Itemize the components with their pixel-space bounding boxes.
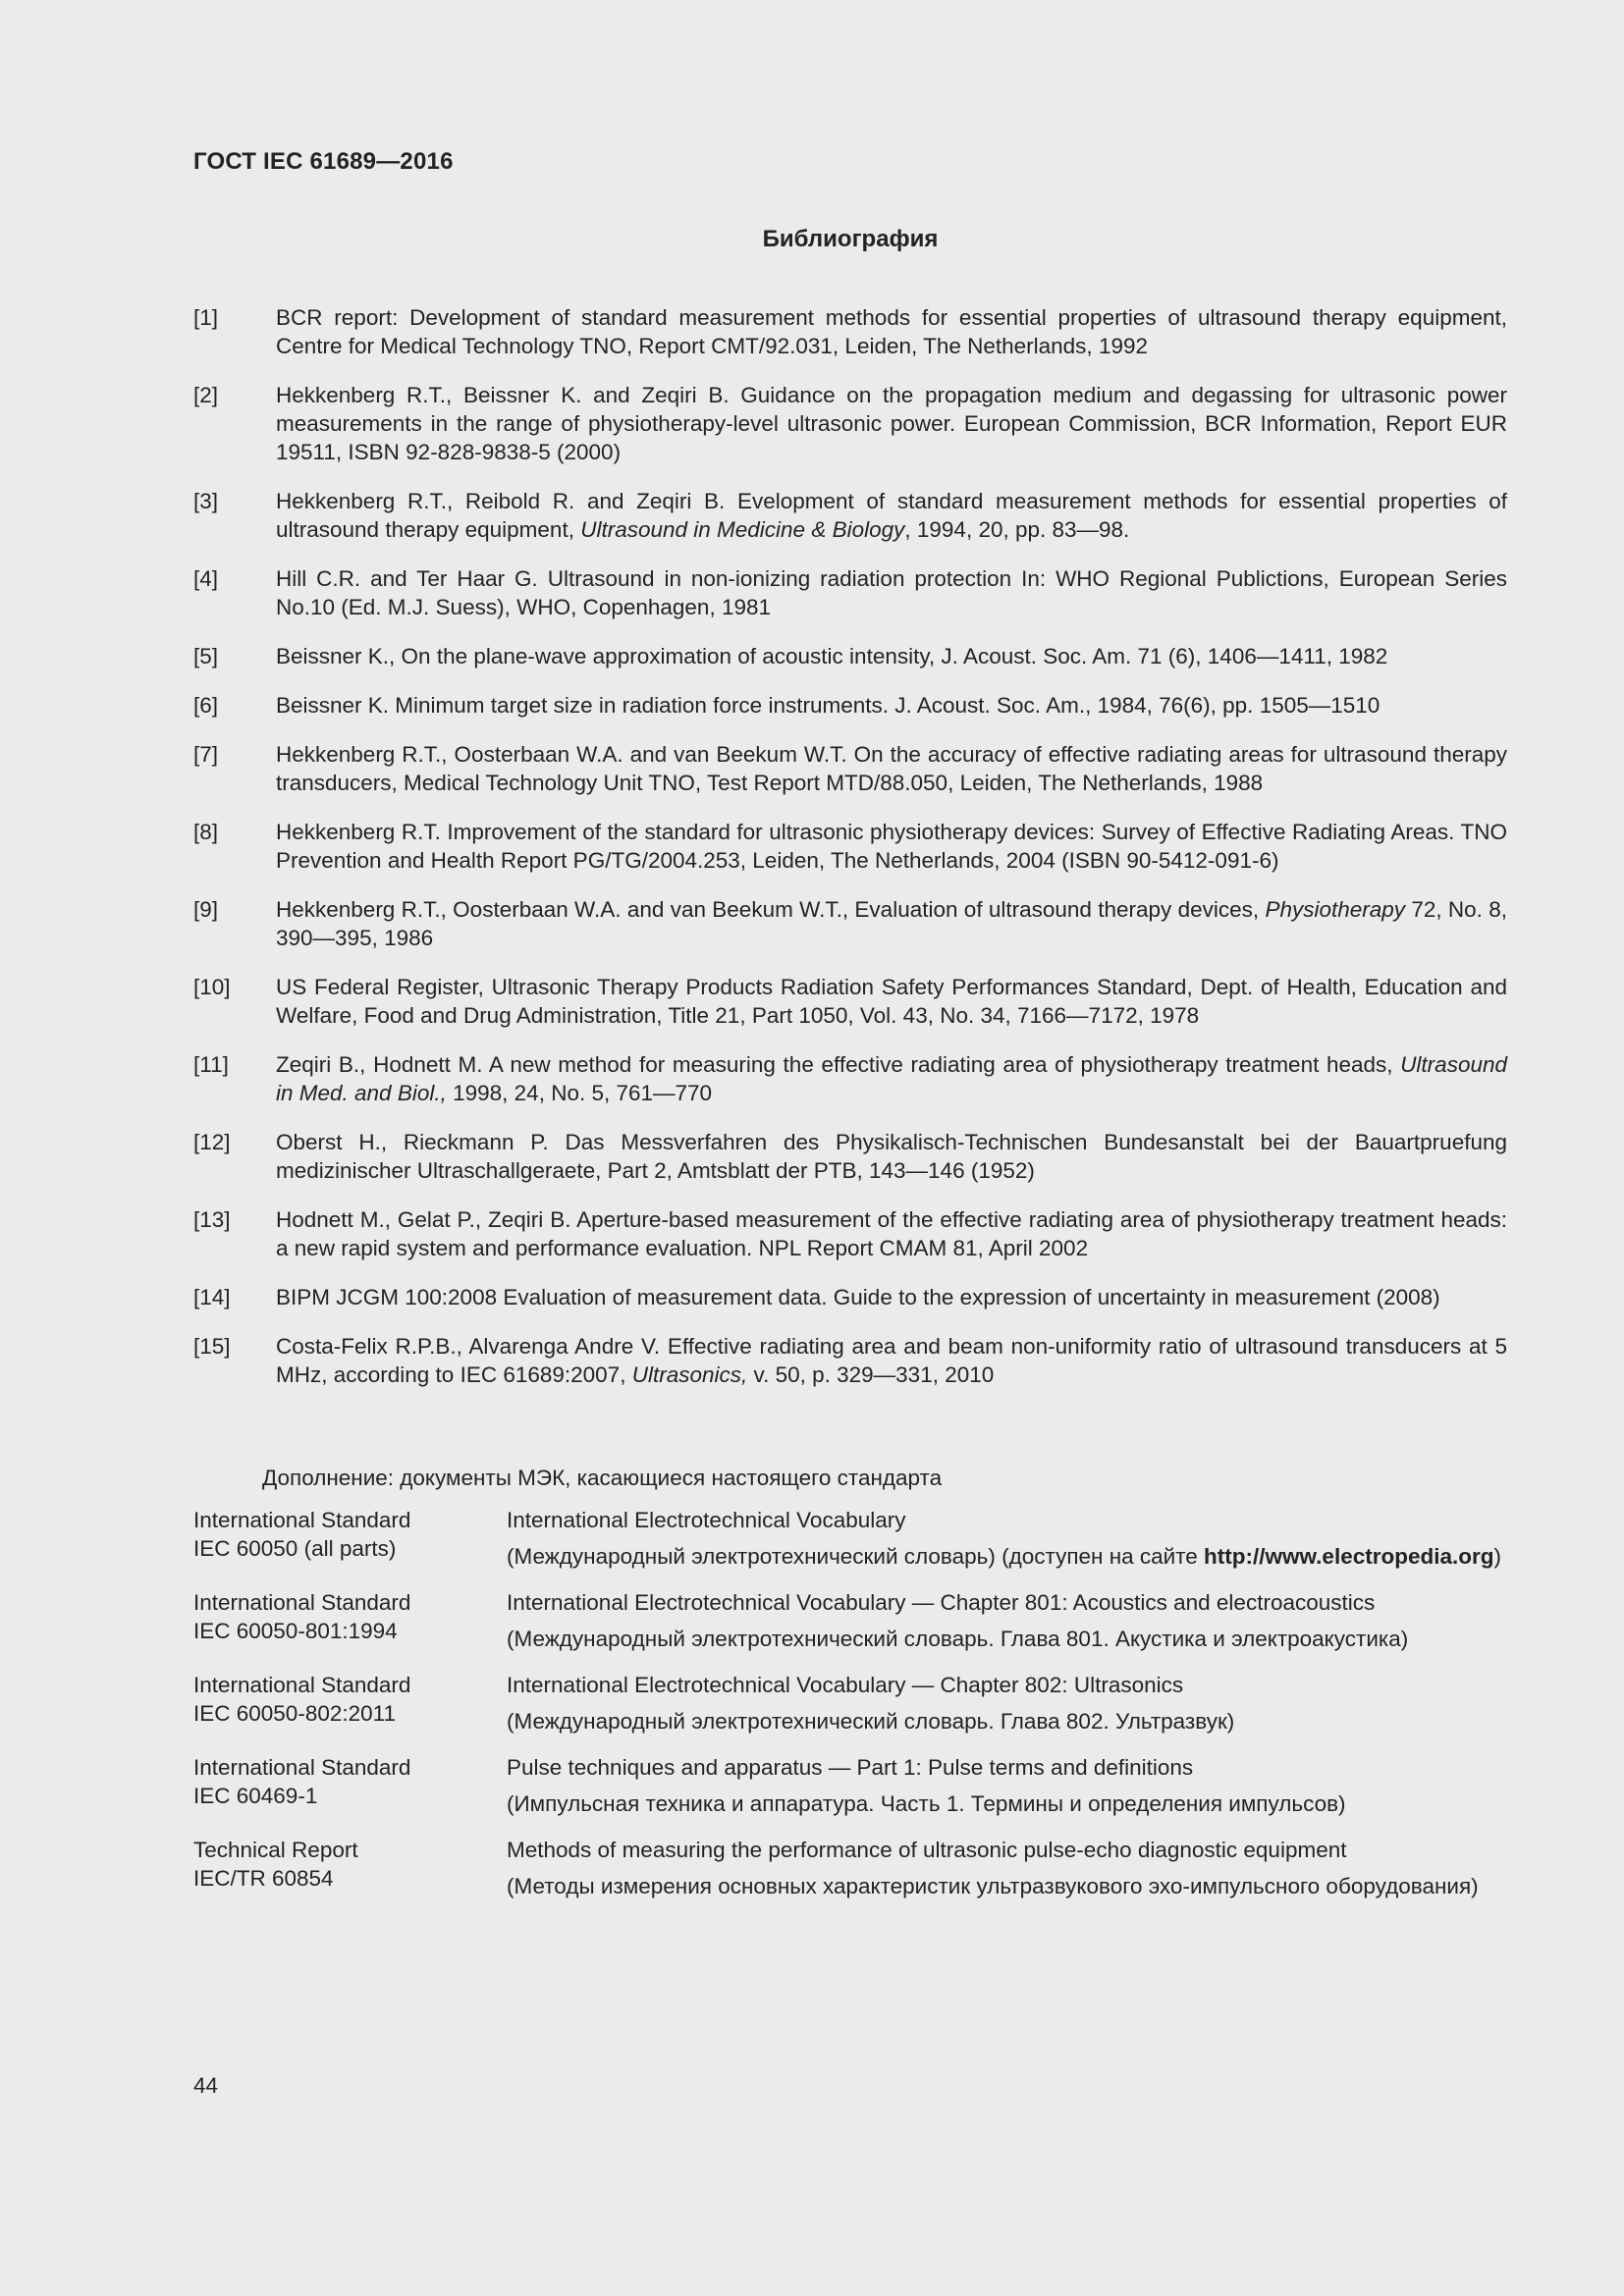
standard-number: IEC/TR 60854 <box>193 1866 334 1891</box>
standard-titles <box>507 1836 1507 1900</box>
standard-title-en: International Electrotechnical Vocabulary — Chapter 801: Acoustics and electroacoustics <box>507 1590 1376 1615</box>
reference-text-main: Hekkenberg R.T., Oosterbaan W.A. and van Beekum W.T., Evaluation of ultrasound therapy devices, <box>276 897 1266 922</box>
reference-text: Hodnett M., Gelat P., Zeqiri B. Aperture-based measurement of the effective radiating area of physiotherapy treatment heads: a new rapid system and performance evaluation. NPL Report CMAM 81, April 2002 <box>276 1207 1507 1260</box>
standard-identifier <box>193 1836 507 1900</box>
reference-number: [10] <box>193 975 231 999</box>
reference-number: [12] <box>193 1130 231 1154</box>
standard-identifier <box>193 1506 507 1571</box>
reference-text: US Federal Register, Ultrasonic Therapy Products Radiation Safety Performances Standard, Dept. of Health, Education and Welfare, Food and Drug Administration, Title 21, Part 1050, Vol. 43, No. 34, 7166—7172, 1978 <box>276 975 1507 1028</box>
reference-text: BCR report: Development of standard measurement methods for essential properties of ultrasound therapy equipment, Centre for Medical Technology TNO, Report CMT/92.031, Leiden, The Netherlands, 1992 <box>276 305 1507 358</box>
standard-title-en: Methods of measuring the performance of ultrasonic pulse-echo diagnostic equipment <box>507 1838 1347 1862</box>
standard-titles <box>507 1588 1507 1653</box>
journal-title: Physiotherapy <box>1265 897 1406 922</box>
standard-number: IEC 60050-801:1994 <box>193 1619 398 1643</box>
reference-number: [11] <box>193 1052 229 1077</box>
reference-item-7 <box>193 740 1507 797</box>
reference-item-6 <box>193 691 1507 720</box>
reference-text: Hekkenberg R.T., Oosterbaan W.A. and van Beekum W.T. On the accuracy of effective radiating areas for ultrasound therapy transducers, Medical Technology Unit TNO, Test Report MTD/88.050, Leiden, The Netherlands, 1988 <box>276 742 1507 795</box>
reference-number: [13] <box>193 1207 231 1232</box>
reference-item-13 <box>193 1205 1507 1262</box>
journal-title: Ultrasound in Medicine & Biology <box>580 517 905 542</box>
standard-type: International Standard <box>193 1755 411 1780</box>
reference-number: [9] <box>193 897 219 922</box>
reference-text: Beissner K., On the plane-wave approximation of acoustic intensity, J. Acoust. Soc. Am. 71 (6), 1406—1411, 1982 <box>276 644 1388 668</box>
reference-item-10 <box>193 973 1507 1030</box>
reference-text-main: Hekkenberg R.T., Reibold R. and Zeqiri B. Evelopment of standard measurement methods for essential properties of ultrasound therapy equipment, <box>276 489 1507 542</box>
reference-text: Beissner K. Minimum target size in radiation force instruments. J. Acoust. Soc. Am., 1984, 76(6), pp. 1505—1510 <box>276 693 1380 718</box>
reference-number: [8] <box>193 820 219 844</box>
standard-title-ru-text: (Международный электротехнический словарь) (доступен на сайте <box>507 1544 1205 1569</box>
standard-title-en: Pulse techniques and apparatus — Part 1: Pulse terms and definitions <box>507 1755 1194 1780</box>
reference-item-12 <box>193 1128 1507 1185</box>
standard-titles <box>507 1506 1507 1571</box>
reference-number: [14] <box>193 1285 231 1309</box>
standard-number: IEC 60469-1 <box>193 1784 318 1808</box>
reference-text: Hill C.R. and Ter Haar G. Ultrasound in non-ionizing radiation protection In: WHO Regional Publictions, European Series No.10 (Ed. M.J. Suess), WHO, Copenhagen, 1981 <box>276 566 1507 619</box>
reference-number: [3] <box>193 489 219 513</box>
reference-number: [2] <box>193 383 219 407</box>
reference-text-tail: 72, No. 8, 390—395, 1986 <box>276 897 1507 950</box>
standard-type: Technical Report <box>193 1838 358 1862</box>
reference-text <box>276 487 1507 544</box>
reference-text-tail: , 1994, 20, pp. 83—98. <box>904 517 1130 542</box>
standard-row <box>193 1506 1507 1571</box>
journal-title: Ultrasonics, <box>631 1362 748 1387</box>
journal-title: Ultrasound in Med. and Biol., <box>276 1052 1507 1105</box>
reference-number: [6] <box>193 693 219 718</box>
reference-number: [5] <box>193 644 219 668</box>
reference-text-main: Costa-Felix R.P.B., Alvarenga Andre V. Effective radiating area and beam non-uniformity ratio of ultrasound transducers at 5 MHz, according to IEC 61689:2007, <box>276 1334 1507 1387</box>
standard-title-ru: (Импульсная техника и аппаратура. Часть 1. Термины и определения импульсов) <box>507 1791 1346 1816</box>
reference-text-main: Zeqiri B., Hodnett M. A new method for measuring the effective radiating area of physiotherapy treatment heads, <box>276 1052 1401 1077</box>
reference-number: [1] <box>193 305 219 330</box>
standard-number: IEC 60050 (all parts) <box>193 1536 397 1561</box>
standard-title-en: International Electrotechnical Vocabulary <box>507 1508 906 1532</box>
standard-identifier <box>193 1671 507 1735</box>
reference-item-3 <box>193 487 1507 544</box>
reference-text <box>276 1332 1507 1389</box>
standard-number: IEC 60050-802:2011 <box>193 1701 396 1726</box>
reference-item-2 <box>193 381 1507 466</box>
reference-item-14 <box>193 1283 1507 1311</box>
standard-row <box>193 1836 1507 1900</box>
standard-title-ru-end: ) <box>1493 1544 1501 1569</box>
reference-text <box>276 1050 1507 1107</box>
standard-type: International Standard <box>193 1590 411 1615</box>
reference-text-tail: v. 50, p. 329—331, 2010 <box>747 1362 995 1387</box>
reference-text: Hekkenberg R.T., Beissner K. and Zeqiri B. Guidance on the propagation medium and degassing for ultrasonic power measurements in the range of physiotherapy-level ultrasonic power. European Commission, BCR Information, Report EUR 19511, ISBN 92-828-9838-5 (2000) <box>276 383 1507 464</box>
document-code-header: ГОСТ IEC 61689—2016 <box>193 148 454 175</box>
reference-text: BIPM JCGM 100:2008 Evaluation of measurement data. Guide to the expression of uncertainty in measurement (2008) <box>276 1285 1440 1309</box>
reference-number: [15] <box>193 1334 231 1359</box>
reference-item-5 <box>193 642 1507 670</box>
related-standards-table <box>193 1506 1507 1918</box>
standard-row <box>193 1753 1507 1818</box>
reference-item-11 <box>193 1050 1507 1107</box>
reference-item-4 <box>193 564 1507 621</box>
reference-item-1 <box>193 303 1507 360</box>
bibliography-list <box>193 303 1507 1410</box>
electropedia-link[interactable]: http://www.electropedia.org <box>1204 1544 1494 1569</box>
standard-title-en: International Electrotechnical Vocabulary — Chapter 802: Ultrasonics <box>507 1673 1184 1697</box>
standard-identifier <box>193 1588 507 1653</box>
standard-titles <box>507 1753 1507 1818</box>
standard-type: International Standard <box>193 1673 411 1697</box>
reference-text <box>276 895 1507 952</box>
standard-titles <box>507 1671 1507 1735</box>
supplement-title: Дополнение: документы МЭК, касающиеся настоящего стандарта <box>262 1466 943 1490</box>
standard-title-ru: (Международный электротехнический словарь. Глава 801. Акустика и электроакустика) <box>507 1627 1409 1651</box>
standard-title-ru: (Методы измерения основных характеристик ультразвукового эхо-импульсного оборудования) <box>507 1874 1479 1898</box>
reference-item-9 <box>193 895 1507 952</box>
reference-text-tail: 1998, 24, No. 5, 761—770 <box>446 1081 713 1105</box>
standard-row <box>193 1671 1507 1735</box>
reference-text: Oberst H., Rieckmann P. Das Messverfahren des Physikalisch-Technischen Bundesanstalt bei der Bauartpruefung medizinischer Ultraschallgeraete, Part 2, Amtsblatt der PTB, 143—146 (1952) <box>276 1130 1507 1183</box>
standard-title-ru <box>507 1542 1507 1571</box>
reference-number: [4] <box>193 566 219 591</box>
standard-identifier <box>193 1753 507 1818</box>
standard-row <box>193 1588 1507 1653</box>
standard-type: International Standard <box>193 1508 411 1532</box>
reference-text: Hekkenberg R.T. Improvement of the standard for ultrasonic physiotherapy devices: Survey of Effective Radiating Areas. TNO Prevention and Health Report PG/TG/2004.253, Leiden, The Netherlands, 2004 (ISBN 90-5412-091-6) <box>276 820 1507 873</box>
reference-item-8 <box>193 818 1507 875</box>
reference-number: [7] <box>193 742 219 767</box>
page-number: 44 <box>193 2073 219 2098</box>
bibliography-title: Библиография <box>762 226 939 252</box>
reference-item-15 <box>193 1332 1507 1389</box>
standard-title-ru: (Международный электротехнический словарь. Глава 802. Ультразвук) <box>507 1709 1235 1734</box>
